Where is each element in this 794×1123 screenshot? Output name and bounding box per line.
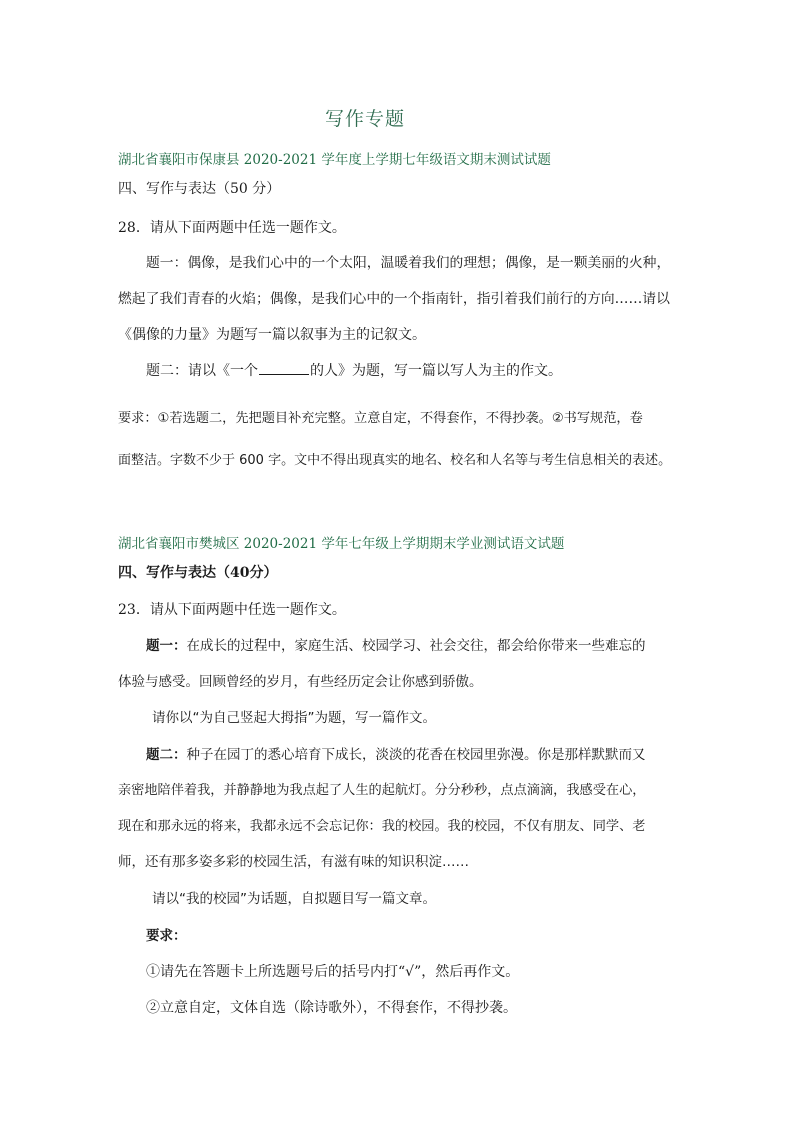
section2-topic2-text1: 种子在园丁的悉心培育下成长，淡淡的花香在校园里弥漫。你是那样默默而又 bbox=[186, 747, 646, 763]
page-title: 写作专题 bbox=[324, 108, 405, 130]
section2-topic1-line2: 体验与感受。回顾曾经的岁月，有些经历定会让你感到骄傲。 bbox=[118, 674, 483, 690]
section1-heading: 四、写作与表达（50 分） bbox=[118, 181, 281, 197]
section2-source: 湖北省襄阳市樊城区 2020-2021 学年七年级上学期期末学业测试语文试题 bbox=[118, 536, 565, 552]
section1-requirement-line1: 要求：①若选题二，先把题目补充完整。立意自定，不得套作，不得抄袭。②书写规范，卷 bbox=[118, 411, 643, 426]
section2-requirement-label: 要求： bbox=[146, 928, 187, 944]
section2-topic2-line3: 现在和那永远的将来，我都永远不会忘记你：我的校园。我的校园，不仅有朋友、同学、老 bbox=[118, 819, 646, 834]
section2-requirement-2: ②立意自定，文体自选（除诗歌外），不得套作，不得抄袭。 bbox=[146, 1000, 517, 1016]
section1-source: 湖北省襄阳市保康县 2020-2021 学年度上学期七年级语文期末测试试题 bbox=[118, 152, 551, 168]
section2-question: 23．请从下面两题中任选一题作文。 bbox=[118, 602, 346, 618]
section2-topic2-prompt: 请以“我的校园”为话题，自拟题目写一篇文章。 bbox=[152, 891, 436, 907]
section2-heading: 四、写作与表达（40分） bbox=[118, 565, 278, 581]
section1-question: 28．请从下面两题中任选一题作文。 bbox=[118, 220, 346, 236]
section2-topic1-line1 bbox=[146, 637, 646, 655]
section1-topic1-line2: 燃起了我们青春的火焰；偶像，是我们心中的一个指南针，指引着我们前行的方向……请以 bbox=[118, 291, 670, 307]
section1-topic2 bbox=[146, 362, 562, 380]
section2-topic2-label: 题二： bbox=[146, 747, 187, 763]
section2-requirement-1: ①请先在答题卡上所选题号后的括号内打“√”，然后再作文。 bbox=[146, 964, 520, 980]
section2-topic1-label: 题一： bbox=[146, 638, 187, 654]
section1-topic2-suffix: 的人》为题，写一篇以写人为主的作文。 bbox=[310, 363, 562, 379]
section2-topic2-line4: 师，还有那多姿多彩的校园生活，有滋有味的知识积淀…… bbox=[118, 854, 469, 870]
section1-topic1-line1: 题一：偶像，是我们心中的一个太阳，温暖着我们的理想；偶像，是一颗美丽的火种， bbox=[146, 255, 671, 271]
section2-topic1-text1: 在成长的过程中，家庭生活、校园学习、社会交往，都会给你带来一些难忘的 bbox=[186, 638, 646, 654]
section1-requirement-line2: 面整洁。字数不少于 600 字。文中不得出现真实的地名、校名和人名等与考生信息相关的表述。 bbox=[118, 453, 672, 468]
fill-in-blank bbox=[259, 362, 309, 375]
section1-topic2-prefix: 题二：请以《一个 bbox=[146, 363, 258, 379]
section2-topic2-line1 bbox=[146, 746, 646, 764]
section2-topic1-prompt: 请你以“为自己竖起大拇指”为题，写一篇作文。 bbox=[152, 710, 436, 726]
section1-topic1-line3: 《偶像的力量》为题写一篇以叙事为主的记叙文。 bbox=[118, 327, 426, 343]
section2-topic2-line2: 亲密地陪伴着我，并静静地为我点起了人生的起航灯。分分秒秒，点点滴滴，我感受在心， bbox=[118, 783, 646, 798]
